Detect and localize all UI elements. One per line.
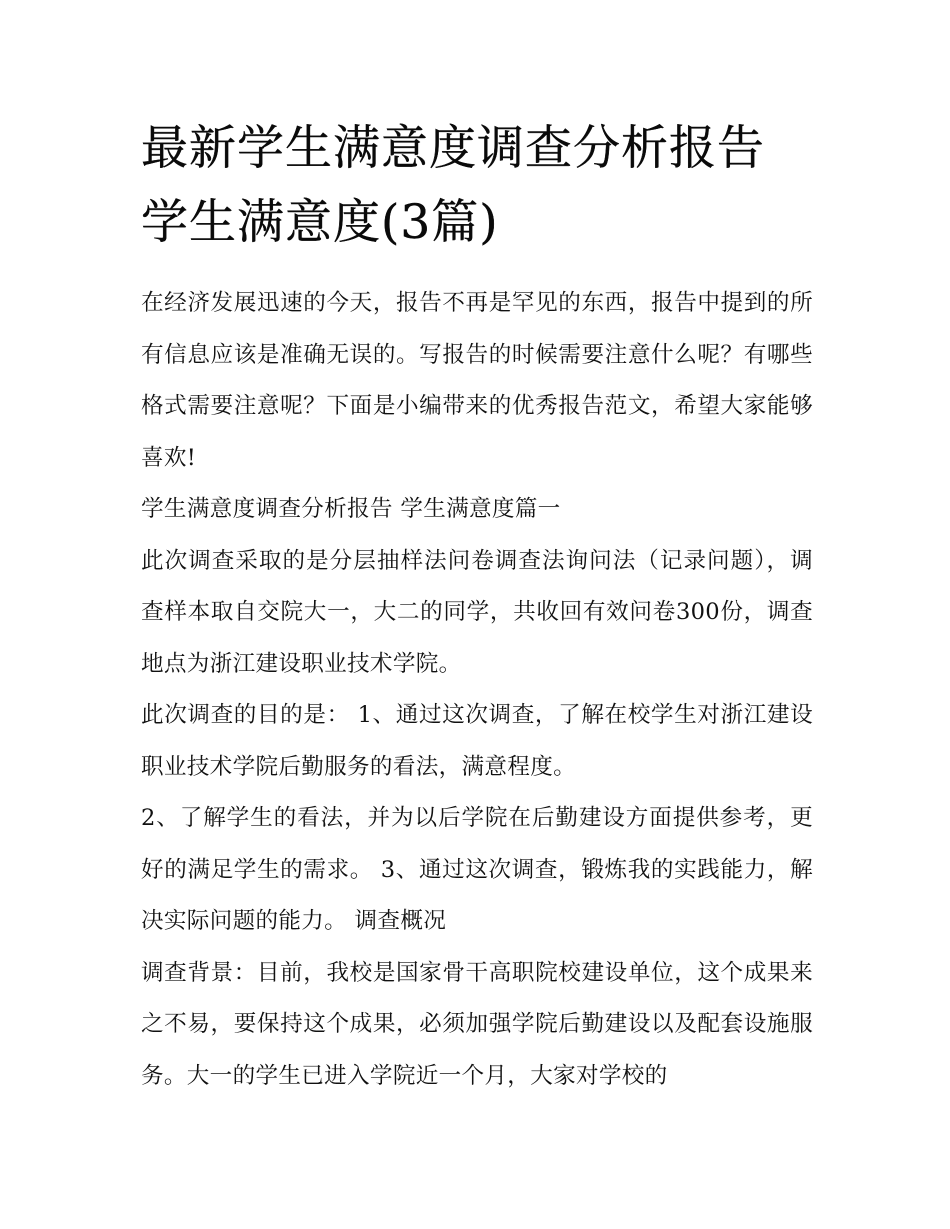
paragraph-purpose: 此次调查的目的是： 1、通过这次调查，了解在校学生对浙江建设职业技术学院后勤服务的看法，满意程度。: [141, 702, 813, 780]
paragraph-purpose-continued: 2、了解学生的看法，并为以后学院在后勤建设方面提供参考，更好的满足学生的需求。 3、通过这次调查，锻炼我的实践能力，解决实际问题的能力。 调查概况: [141, 805, 813, 934]
paragraph-intro: 在经济发展迅速的今天，报告不再是罕见的东西，报告中提到的所有信息应该是准确无误的。写报告的时候需要注意什么呢？有哪些格式需要注意呢？下面是小编带来的优秀报告范文，希望大家能够喜欢!: [141, 290, 813, 471]
paragraph-background: 调查背景：目前，我校是国家骨干高职院校建设单位，这个成果来之不易，要保持这个成果，必须加强学院后勤建设以及配套设施服务。大一的学生已进入学院近一个月，大家对学校的: [141, 959, 813, 1089]
document-title: [141, 112, 813, 260]
title-line-1: 最新学生满意度调查分析报告: [141, 121, 765, 176]
paragraph-method: 此次调查采取的是分层抽样法问卷调查法询问法（记录问题），调查样本取自交院大一，大二的同学，共收回有效问卷300份，调查地点为浙江建设职业技术学院。: [141, 547, 813, 677]
document-body: [141, 112, 813, 1102]
title-line-2: 学生满意度(3篇): [141, 195, 499, 250]
paragraph-section-heading: 学生满意度调查分析报告 学生满意度篇一: [141, 496, 561, 522]
